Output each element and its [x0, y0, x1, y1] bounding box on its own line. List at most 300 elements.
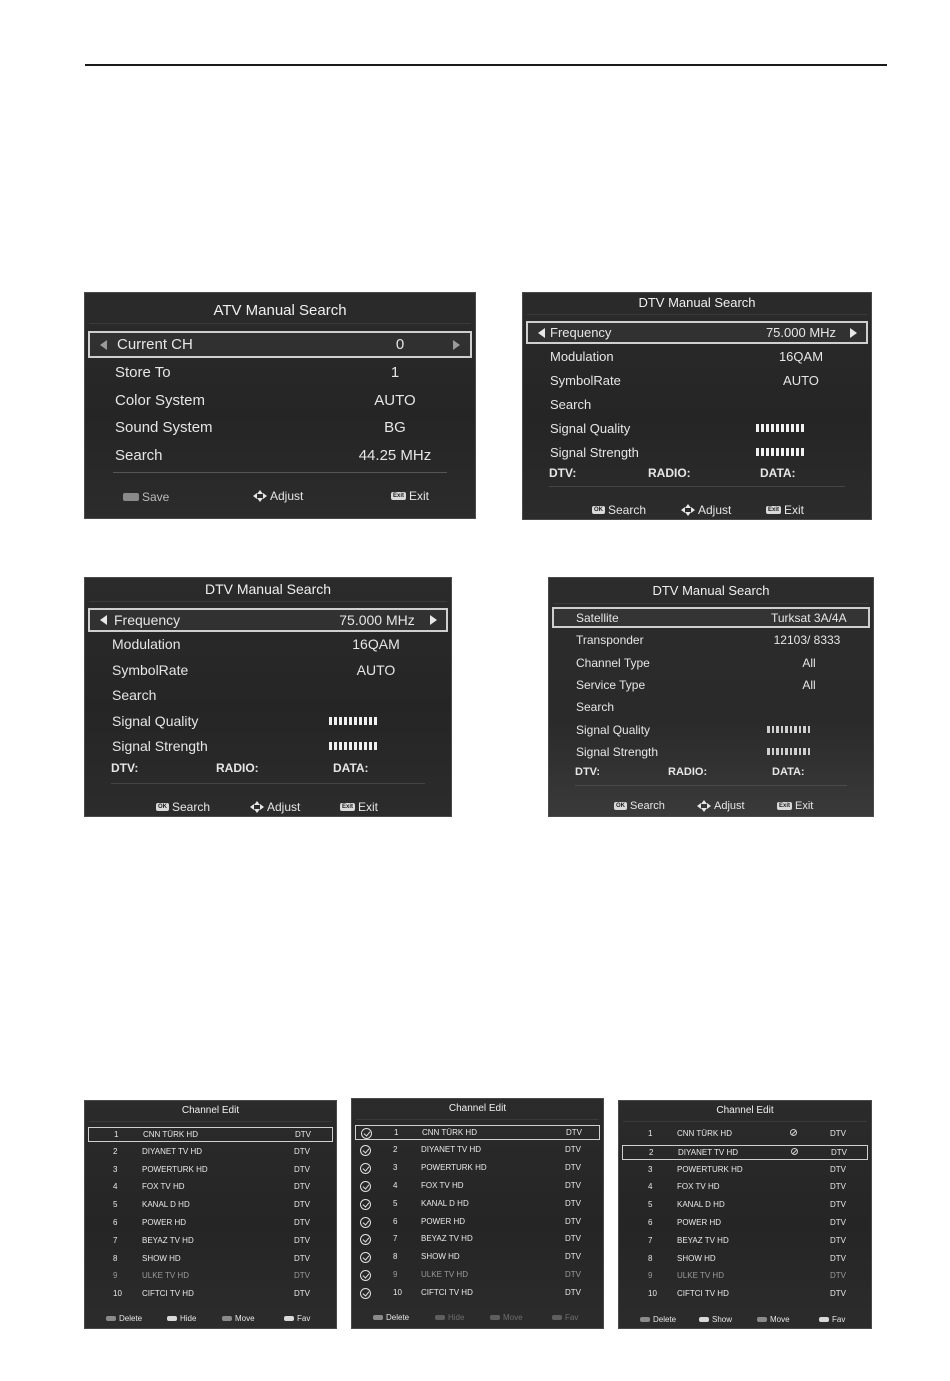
channel-row[interactable]	[88, 1287, 333, 1302]
channel-type: DTV	[830, 1129, 846, 1138]
channel-row[interactable]	[622, 1269, 868, 1284]
row-value: AUTO	[374, 392, 416, 409]
channel-type: DTV	[831, 1147, 847, 1157]
radio-count: RADIO:	[648, 466, 691, 480]
current-ch-row[interactable]	[88, 331, 472, 358]
channel-name: ULKE TV HD	[142, 1271, 189, 1281]
row-label: SymbolRate	[550, 373, 621, 388]
check-circle-icon[interactable]	[360, 1252, 371, 1263]
channel-name: CNN TÜRK HD	[677, 1129, 732, 1138]
symbolrate-row[interactable]	[85, 662, 451, 684]
yellow-key-icon	[490, 1315, 500, 1320]
channel-number: 6	[648, 1218, 653, 1227]
signal-strength-row	[85, 738, 451, 760]
search-hint[interactable]	[592, 503, 646, 517]
channel-number: 4	[393, 1180, 398, 1190]
hint-label: Save	[142, 490, 170, 504]
channel-row[interactable]	[355, 1286, 600, 1301]
save-hint[interactable]	[123, 490, 169, 504]
footer-bar	[85, 1314, 336, 1326]
fav-hint[interactable]	[284, 1314, 310, 1323]
hint-label: Fav	[832, 1315, 846, 1324]
channel-number: 10	[648, 1289, 657, 1299]
dpad-icon	[697, 800, 711, 812]
dtv-count: DTV:	[549, 466, 577, 480]
move-hint	[490, 1313, 523, 1322]
channel-row[interactable]	[88, 1198, 333, 1213]
channel-type: DTV	[294, 1200, 310, 1210]
row-label: SymbolRate	[112, 662, 189, 678]
exit-key-icon: Exit	[393, 493, 405, 499]
row-value: BG	[384, 419, 406, 436]
channel-type: DTV	[830, 1271, 846, 1281]
move-hint[interactable]	[222, 1314, 255, 1323]
channel-name: CIFTCI TV HD	[142, 1289, 194, 1299]
check-circle-icon[interactable]	[360, 1270, 371, 1281]
row-value: 44.25 MHz	[358, 447, 432, 464]
hint-label: Delete	[386, 1313, 410, 1322]
channel-number: 6	[113, 1218, 118, 1227]
sound-system-row[interactable]	[85, 419, 475, 443]
channel-type: DTV	[294, 1289, 310, 1299]
frequency-row[interactable]	[88, 608, 448, 632]
dpad-icon	[250, 801, 264, 813]
signal-quality-row	[85, 713, 451, 735]
channel-number: 9	[648, 1271, 653, 1281]
dpad-icon	[681, 504, 695, 516]
channel-row[interactable]	[355, 1250, 600, 1265]
hint-label: Delete	[653, 1315, 677, 1324]
yellow-key-icon	[222, 1316, 232, 1321]
channel-type: DTV	[830, 1182, 846, 1192]
channel-row[interactable]	[355, 1143, 600, 1158]
channel-name: SHOW HD	[142, 1253, 181, 1263]
channel-name: CIFTCI TV HD	[421, 1288, 473, 1298]
divider	[89, 323, 471, 324]
channel-row[interactable]	[88, 1252, 333, 1267]
channel-type: DTV	[295, 1130, 311, 1139]
row-label: Modulation	[550, 349, 614, 364]
hint-label: Delete	[119, 1314, 143, 1323]
channel-name: DIYANET TV HD	[421, 1144, 482, 1154]
channel-number: 4	[648, 1182, 653, 1192]
row-value: 0	[395, 336, 405, 353]
channel-name: CIFTCI TV HD	[677, 1289, 729, 1299]
row-label: Sound System	[115, 419, 213, 436]
data-count: DATA:	[760, 466, 796, 480]
blue-key-icon	[284, 1316, 294, 1321]
channel-row[interactable]	[88, 1180, 333, 1195]
channel-type: DTV	[294, 1164, 310, 1174]
channel-name: KANAL D HD	[677, 1200, 725, 1210]
hint-label: Adjust	[698, 503, 732, 517]
row-label: Frequency	[114, 612, 181, 628]
channel-type: DTV	[565, 1252, 581, 1262]
check-circle-icon[interactable]	[360, 1181, 371, 1192]
channel-type: DTV	[565, 1288, 581, 1298]
fav-hint	[552, 1313, 578, 1322]
adjust-hint[interactable]	[250, 800, 300, 814]
channel-type: DTV	[566, 1128, 582, 1137]
channel-type: DTV	[830, 1253, 846, 1263]
hint-label: Fav	[565, 1313, 579, 1322]
ok-key-icon: OK	[594, 507, 603, 513]
channel-row[interactable]	[355, 1232, 600, 1247]
row-label: Color System	[115, 392, 206, 409]
check-circle-icon[interactable]	[360, 1288, 371, 1299]
footer-bar	[85, 800, 451, 816]
dtv-manual-search-panel	[522, 292, 872, 520]
check-circle-icon[interactable]	[360, 1145, 371, 1156]
channel-row[interactable]	[355, 1197, 600, 1212]
delete-hint[interactable]	[373, 1313, 409, 1322]
dtv-manual-search-panel-2	[84, 577, 452, 817]
channel-number: 1	[114, 1130, 119, 1139]
channel-name: KANAL D HD	[142, 1200, 190, 1210]
channel-type-row[interactable]	[549, 656, 873, 674]
delete-hint[interactable]	[640, 1315, 676, 1324]
panel-title: DTV Manual Search	[204, 581, 332, 597]
hint-label: Exit	[795, 800, 814, 812]
channel-number: 5	[393, 1198, 398, 1208]
row-label: Satellite	[576, 611, 619, 625]
channel-name: FOX TV HD	[677, 1182, 720, 1192]
channel-row[interactable]	[622, 1216, 868, 1231]
fav-hint[interactable]	[819, 1315, 845, 1324]
channel-number: 7	[113, 1235, 118, 1245]
row-value: 16QAM	[352, 636, 400, 652]
store-to-row[interactable]	[85, 364, 475, 388]
channel-row[interactable]	[355, 1161, 600, 1176]
row-label: Signal Quality	[112, 713, 199, 729]
channel-number: 6	[393, 1216, 398, 1226]
channel-row[interactable]	[622, 1180, 868, 1195]
row-label: Modulation	[112, 636, 181, 652]
channel-name: KANAL D HD	[421, 1198, 469, 1208]
channel-name: POWERTURK HD	[421, 1162, 487, 1172]
channel-row[interactable]	[622, 1127, 868, 1142]
row-value: Turksat 3A/4A	[771, 611, 847, 625]
hint-label: Hide	[448, 1313, 465, 1322]
divider	[553, 603, 869, 604]
move-hint[interactable]	[757, 1315, 790, 1324]
row-value: AUTO	[783, 373, 819, 388]
exit-key-icon: Exit	[779, 803, 791, 809]
check-circle-icon[interactable]	[360, 1217, 371, 1228]
channel-number: 10	[393, 1288, 402, 1298]
channel-number: 9	[393, 1270, 398, 1280]
channel-type: DTV	[565, 1198, 581, 1208]
service-type-row[interactable]	[549, 678, 873, 696]
hint-label: Adjust	[270, 489, 304, 503]
arrow-left-icon[interactable]	[100, 615, 107, 625]
radio-count: RADIO:	[216, 761, 259, 775]
hint-label: Exit	[409, 489, 430, 503]
hint-label: Move	[770, 1315, 790, 1324]
hint-label: Move	[235, 1314, 255, 1323]
channel-counts-row	[549, 766, 873, 782]
green-key-icon	[699, 1317, 709, 1322]
arrow-right-icon[interactable]	[850, 328, 857, 338]
exit-hint[interactable]	[391, 489, 429, 503]
exit-hint[interactable]	[777, 800, 813, 812]
blue-key-icon	[819, 1317, 829, 1322]
arrow-left-icon[interactable]	[100, 340, 107, 350]
show-hint[interactable]	[699, 1315, 732, 1324]
hint-label: Search	[630, 800, 665, 812]
panel-title: Channel Edit	[181, 1105, 240, 1116]
channel-name: SHOW HD	[677, 1253, 716, 1263]
channel-number: 1	[648, 1129, 653, 1138]
symbolrate-row[interactable]	[523, 373, 871, 393]
hide-hint[interactable]	[167, 1314, 196, 1323]
red-key-icon	[373, 1315, 383, 1320]
channel-number: 1	[394, 1128, 399, 1137]
channel-type: DTV	[830, 1164, 846, 1174]
channel-type: DTV	[294, 1218, 310, 1227]
search-hint[interactable]	[614, 800, 665, 812]
channel-row[interactable]	[355, 1215, 600, 1230]
hide-hint	[435, 1313, 464, 1322]
channel-number: 7	[393, 1234, 398, 1244]
hidden-icon	[790, 1129, 797, 1136]
modulation-row[interactable]	[85, 636, 451, 658]
signal-strength-bar	[767, 748, 810, 755]
atv-manual-search-panel	[84, 292, 476, 519]
dtv-satellite-search-panel	[548, 577, 874, 817]
row-label: Transponder	[576, 633, 644, 647]
channel-row[interactable]	[355, 1179, 600, 1194]
row-label: Search	[576, 700, 615, 714]
channel-type: DTV	[565, 1216, 581, 1226]
channel-counts-row	[523, 466, 871, 484]
search-row[interactable]	[523, 397, 871, 417]
modulation-row[interactable]	[523, 349, 871, 369]
signal-strength-row	[523, 445, 871, 465]
channel-type: DTV	[565, 1270, 581, 1280]
channel-name: FOX TV HD	[142, 1182, 185, 1192]
blue-key-icon	[552, 1315, 562, 1320]
red-key-icon	[106, 1316, 116, 1321]
channel-number: 2	[649, 1147, 654, 1157]
divider	[549, 486, 845, 487]
channel-number: 7	[648, 1235, 653, 1245]
row-label: Store To	[115, 364, 171, 381]
row-label: Search	[115, 447, 163, 464]
channel-number: 5	[113, 1200, 118, 1210]
dtv-count: DTV:	[111, 761, 139, 775]
green-key-icon	[435, 1315, 445, 1320]
adjust-hint[interactable]	[697, 800, 745, 812]
exit-key-icon: Exit	[768, 507, 780, 513]
panel-title: ATV Manual Search	[213, 302, 347, 319]
row-value: AUTO	[356, 662, 396, 678]
channel-row[interactable]	[622, 1252, 868, 1267]
panel-title: Channel Edit	[448, 1103, 507, 1114]
channel-name: ULKE TV HD	[677, 1271, 724, 1281]
channel-name: BEYAZ TV HD	[677, 1235, 729, 1245]
yellow-key-icon	[757, 1317, 767, 1322]
signal-quality-bar	[756, 424, 804, 432]
row-value: 75.000 MHz	[765, 325, 837, 340]
hint-label: Show	[712, 1315, 733, 1324]
channel-name: DIYANET TV HD	[678, 1147, 739, 1157]
channel-type: DTV	[830, 1218, 846, 1227]
check-circle-icon[interactable]	[360, 1199, 371, 1210]
divider	[113, 472, 447, 473]
channel-row[interactable]	[88, 1216, 333, 1231]
hint-label: Fav	[297, 1314, 311, 1323]
channel-name: SHOW HD	[421, 1252, 460, 1262]
divider	[111, 783, 425, 784]
row-label: Signal Quality	[550, 421, 631, 436]
search-hint[interactable]	[156, 800, 210, 814]
channel-name: ULKE TV HD	[421, 1270, 468, 1280]
row-value: 12103/ 8333	[773, 633, 841, 647]
check-circle-icon[interactable]	[360, 1234, 371, 1245]
channel-edit-panel-1	[84, 1100, 337, 1329]
dtv-count: DTV:	[575, 766, 601, 778]
page-header-rule	[85, 64, 887, 66]
channel-name: POWERTURK HD	[142, 1164, 208, 1174]
channel-row[interactable]	[622, 1234, 868, 1249]
footer-bar	[619, 1315, 871, 1327]
channel-name: FOX TV HD	[421, 1180, 464, 1190]
search-row[interactable]	[85, 447, 475, 471]
satellite-row[interactable]	[552, 607, 870, 628]
channel-name: POWER HD	[677, 1218, 721, 1227]
channel-number: 3	[648, 1164, 653, 1174]
exit-hint[interactable]	[766, 503, 804, 517]
channel-name: POWERTURK HD	[677, 1164, 743, 1174]
exit-hint[interactable]	[340, 800, 378, 814]
channel-name: BEYAZ TV HD	[421, 1234, 473, 1244]
channel-number: 8	[393, 1252, 398, 1262]
transponder-row[interactable]	[549, 633, 873, 651]
channel-row[interactable]	[622, 1145, 868, 1160]
channel-name: CNN TÜRK HD	[422, 1128, 477, 1137]
panel-title: DTV Manual Search	[638, 295, 756, 310]
channel-name: POWER HD	[142, 1218, 186, 1227]
hint-label: Adjust	[267, 800, 301, 814]
red-key-icon	[640, 1317, 650, 1322]
panel-title: DTV Manual Search	[652, 583, 770, 598]
channel-type: DTV	[565, 1180, 581, 1190]
search-row[interactable]	[85, 687, 451, 709]
radio-count: RADIO:	[668, 766, 708, 778]
channel-type: DTV	[830, 1235, 846, 1245]
channel-row[interactable]	[622, 1198, 868, 1213]
green-key-icon	[167, 1316, 177, 1321]
signal-quality-bar	[767, 726, 810, 733]
signal-strength-row	[549, 745, 873, 763]
channel-number: 9	[113, 1271, 118, 1281]
channel-row[interactable]	[88, 1234, 333, 1249]
adjust-hint[interactable]	[253, 489, 303, 503]
green-key-icon	[123, 493, 139, 501]
row-value: All	[802, 678, 816, 692]
row-value: All	[802, 656, 816, 670]
channel-name: BEYAZ TV HD	[142, 1235, 194, 1245]
hidden-icon	[791, 1148, 798, 1155]
data-count: DATA:	[333, 761, 369, 775]
ok-key-icon: OK	[616, 803, 625, 809]
channel-type: DTV	[294, 1235, 310, 1245]
hint-label: Exit	[358, 800, 379, 814]
row-value: 1	[390, 364, 400, 381]
channel-row[interactable]	[88, 1127, 333, 1142]
hint-label: Hide	[180, 1314, 197, 1323]
channel-row[interactable]	[622, 1287, 868, 1302]
frequency-row[interactable]	[526, 321, 868, 344]
channel-name: CNN TÜRK HD	[143, 1130, 198, 1139]
hint-label: Search	[172, 800, 211, 814]
row-label: Signal Quality	[576, 723, 651, 737]
channel-number: 5	[648, 1200, 653, 1210]
hint-label: Adjust	[714, 800, 745, 812]
channel-row[interactable]	[88, 1269, 333, 1284]
footer-bar	[85, 488, 475, 508]
hint-label: Exit	[784, 503, 805, 517]
delete-hint[interactable]	[106, 1314, 142, 1323]
channel-row[interactable]	[622, 1163, 868, 1178]
signal-quality-bar	[329, 717, 377, 725]
signal-strength-bar	[756, 448, 804, 456]
channel-row[interactable]	[355, 1268, 600, 1283]
channel-number: 8	[113, 1253, 118, 1263]
row-label: Signal Strength	[550, 445, 639, 460]
arrow-right-icon[interactable]	[430, 615, 437, 625]
row-value: 16QAM	[778, 349, 824, 364]
channel-number: 2	[113, 1146, 118, 1156]
row-label: Signal Strength	[112, 738, 208, 754]
adjust-hint[interactable]	[681, 503, 731, 517]
color-system-row[interactable]	[85, 392, 475, 416]
channel-type: DTV	[830, 1289, 846, 1299]
channel-number: 10	[113, 1289, 122, 1299]
arrow-left-icon[interactable]	[538, 328, 545, 338]
panel-title: Channel Edit	[716, 1105, 774, 1116]
footer-bar	[523, 503, 871, 519]
divider	[89, 601, 447, 602]
channel-name: DIYANET TV HD	[142, 1146, 203, 1156]
channel-counts-row	[85, 761, 451, 779]
signal-strength-bar	[329, 742, 377, 750]
channel-row[interactable]	[355, 1125, 600, 1140]
exit-key-icon: Exit	[342, 804, 354, 810]
channel-row[interactable]	[88, 1145, 333, 1160]
divider	[356, 1119, 599, 1120]
channel-type: DTV	[830, 1200, 846, 1210]
channel-type: DTV	[294, 1253, 310, 1263]
divider	[623, 1121, 867, 1122]
row-label: Search	[550, 397, 592, 412]
channel-name: POWER HD	[421, 1216, 465, 1226]
channel-number: 2	[393, 1144, 398, 1154]
search-row[interactable]	[549, 700, 873, 718]
channel-row[interactable]	[88, 1163, 333, 1178]
arrow-right-icon[interactable]	[453, 340, 460, 350]
channel-type: DTV	[294, 1271, 310, 1281]
channel-number: 4	[113, 1182, 118, 1192]
row-label: Search	[112, 687, 157, 703]
check-circle-icon[interactable]	[361, 1128, 372, 1139]
channel-number: 3	[393, 1162, 398, 1172]
divider	[527, 314, 867, 315]
check-circle-icon[interactable]	[360, 1163, 371, 1174]
hint-label: Search	[608, 503, 647, 517]
row-value: 75.000 MHz	[339, 612, 415, 628]
